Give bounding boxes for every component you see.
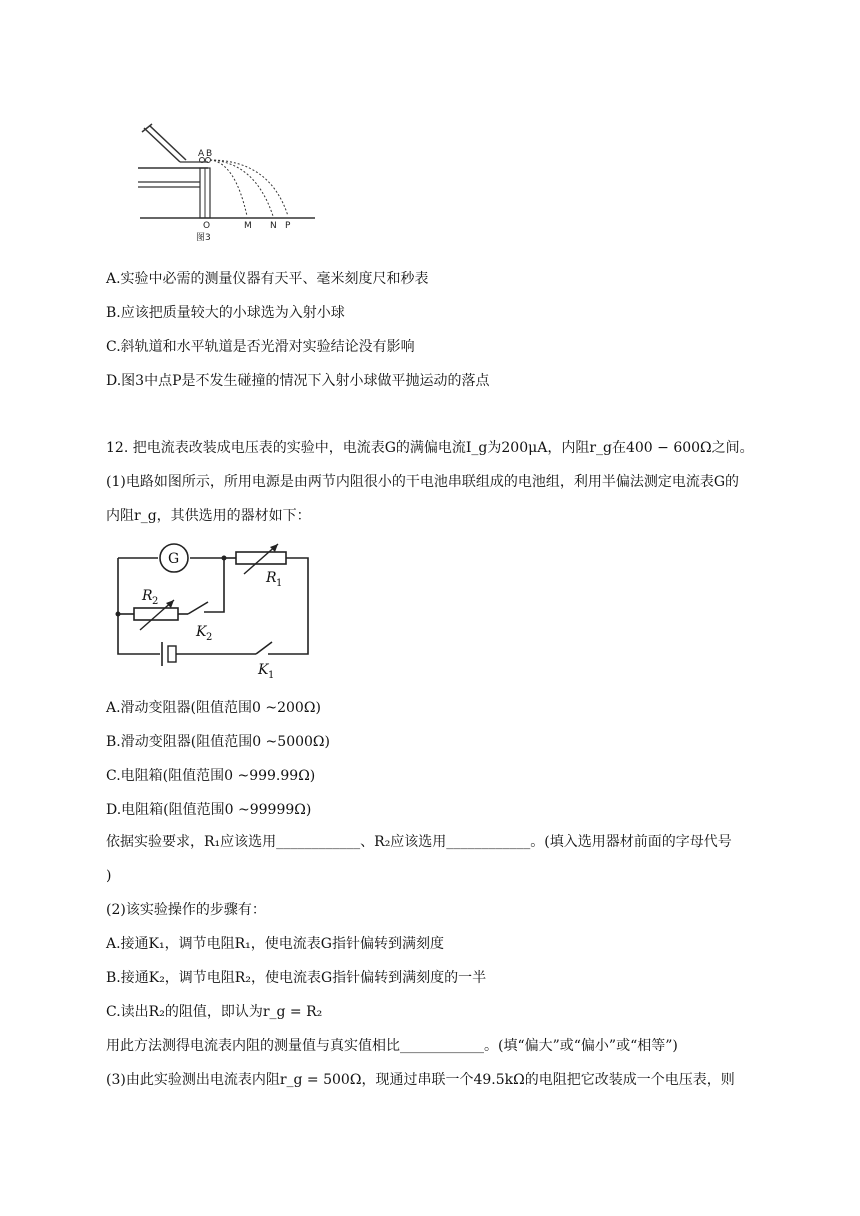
r1-label: R	[266, 570, 277, 586]
label-b: B	[206, 149, 213, 159]
figure-caption: 图3	[196, 233, 211, 243]
q12-option-d: D.电阻箱(阻值范围0 ~99999Ω)	[106, 802, 312, 818]
q12-option-b: B.滑动变阻器(阻值范围0 ~5000Ω)	[106, 734, 330, 750]
q11-option-b: B.应该把质量较大的小球选为入射小球	[106, 305, 345, 321]
q11-option-a: A.实验中必需的测量仪器有天平、毫米刻度尺和秒表	[106, 271, 429, 287]
label-a: A	[198, 149, 205, 159]
q11-option-c: C.斜轨道和水平轨道是否光滑对实验结论没有影响	[106, 339, 415, 355]
k2-label: K	[196, 624, 207, 640]
q12-step-c: C.读出R₂的阻值，即认为r_g = R₂	[106, 1004, 323, 1020]
q11-option-d: D.图3中点P是不发生碰撞的情况下入射小球做平抛运动的落点	[106, 373, 490, 389]
q12-option-c: C.电阻箱(阻值范围0 ~999.99Ω)	[106, 768, 316, 784]
circuit-diagram	[108, 542, 320, 682]
q12-option-a: A.滑动变阻器(阻值范围0 ~200Ω)	[106, 700, 321, 716]
q12-part2-title: (2)该实验操作的步骤有：	[106, 902, 266, 918]
q12-step-a: A.接通K₁，调节电阻R₁，使电流表G指针偏转到满刻度	[106, 936, 444, 952]
galvanometer-label: G	[168, 551, 180, 567]
q12-select-line: 依据实验要求，R₁应该选用____________、R₂应该选用____________。(填入选用器材前面的字母代号	[106, 834, 732, 850]
q12-part3-line: (3)由此实验测出电流表内阻r_g = 500Ω，现通过串联一个49.5kΩ的电阻把它改装成一个电压表，则	[106, 1072, 735, 1088]
q12-part1-line2: 内阻r_g，其供选用的器材如下：	[106, 508, 311, 524]
label-o: O	[203, 221, 211, 231]
figure-3-apparatus	[130, 118, 325, 246]
r2-label: R	[142, 588, 153, 604]
label-n: N	[270, 221, 277, 231]
q12-compare-line: 用此方法测得电流表内阻的测量值与真实值相比____________。(填“偏大”或“偏小”或“相等”)	[106, 1038, 678, 1054]
q12-part1-line1: (1)电路如图所示，所用电源是由两节内阻很小的干电池串联组成的电池组，利用半偏法测定电流表G的	[106, 474, 740, 490]
k1-switch	[256, 642, 272, 654]
label-m: M	[244, 221, 252, 231]
r2-subscript: 2	[152, 596, 159, 607]
k2-subscript: 2	[206, 632, 213, 643]
q12-stem: 12. 把电流表改装成电压表的实验中，电流表G的满偏电流I_g为200μA，内阻r_g在400 − 600Ω之间。	[106, 440, 754, 456]
q12-step-b: B.接通K₂，调节电阻R₂，使电流表G指针偏转到满刻度的一半	[106, 970, 487, 986]
k1-subscript: 1	[268, 670, 275, 681]
r1-resistor	[236, 552, 286, 564]
q12-select-line-end: )	[106, 868, 112, 884]
r1-subscript: 1	[276, 578, 283, 589]
k1-label: K	[258, 662, 269, 678]
r2-resistor	[134, 608, 178, 620]
label-p: P	[285, 221, 291, 231]
